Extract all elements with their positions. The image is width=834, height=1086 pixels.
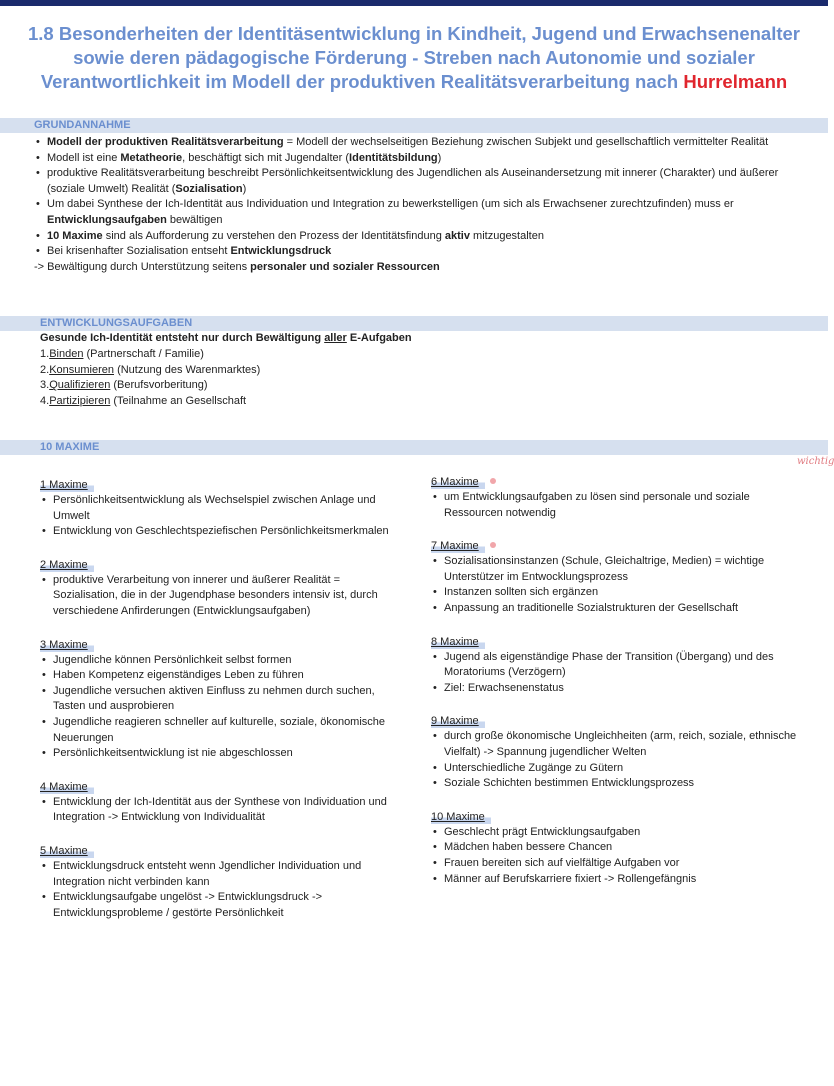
maxime-title: 9 Maxime [431, 714, 485, 728]
maxime-title: 6 Maxime [431, 475, 485, 489]
list-item: • durch große ökonomische Ungleichheiten (arm, reich, soziale, ethnische Vielfalt) -> Spannung jugendlicher Welten [431, 729, 801, 760]
list-item: • Ziel: Erwachsenenstatus [431, 681, 801, 697]
list-item: • Entwicklung von Geschlechtspeziefischen Persönlichkeitsmerkmalen [40, 524, 400, 540]
list-item: • Geschlecht prägt Entwicklungsaufgaben [431, 825, 801, 841]
list-item: • Haben Kompetenz eigenständiges Leben zu führen [40, 668, 400, 684]
maxime-title: 1 Maxime [40, 478, 94, 492]
list-item: • Entwicklungsaufgabe ungelöst -> Entwicklungsdruck -> Entwicklungsprobleme / gestörte Persönlichkeit [40, 890, 400, 921]
list-item: 4.Partizipieren (Teilnahme an Gesellschaft [40, 395, 247, 408]
maxime-10 [431, 807, 801, 887]
title-accent: Hurrelmann [683, 71, 788, 92]
maxime-title: 5 Maxime [40, 844, 94, 858]
maxime-6 [431, 472, 801, 521]
page-title [20, 22, 808, 94]
maxime-5 [40, 841, 400, 921]
list-item: • Modell ist eine Metatheorie, beschäftigt sich mit Jugendalter (Identitätsbildung) [34, 151, 794, 167]
maxime-4 [40, 777, 400, 826]
maxime-column-right [431, 472, 801, 902]
handwritten-note: wichtig [797, 456, 834, 467]
maxime-7 [431, 536, 801, 616]
grundannahme-header: GRUNDANNAHME [34, 119, 131, 131]
maxime-title: 3 Maxime [40, 638, 94, 652]
list-item: • Jugendliche versuchen aktiven Einfluss zu nehmen durch suchen, Tasten und ausprobieren [40, 684, 400, 715]
list-item: • Persönlichkeitsentwicklung als Wechselspiel zwischen Anlage und Umwelt [40, 493, 400, 524]
list-item: • Männer auf Berufskarriere fixiert -> Rollengefängnis [431, 872, 801, 888]
grundannahme-list [34, 135, 794, 260]
title-main: 1.8 Besonderheiten der Identitäsentwicklung in Kindheit, Jugend und Erwachsenenalter sowie deren pädagogische Förderung - Streben nach Autonomie und sozialer Verantwortlichkeit im Modell der produktiven Realitätsverarbeitung nach [27, 23, 800, 92]
maxime-title: 8 Maxime [431, 635, 485, 649]
entwicklungsaufgaben-header: ENTWICKLUNGSAUFGABEN [40, 317, 193, 329]
grundannahme-section [34, 135, 794, 275]
list-item: 1.Binden (Partnerschaft / Familie) [40, 347, 204, 360]
list-item: • Bei krisenhafter Sozialisation entseht Entwicklungsdruck [34, 244, 794, 260]
maxime-3 [40, 635, 400, 762]
grundannahme-conclusion: -> Bewältigung durch Unterstützung seitens personaler und sozialer Ressourcen [34, 260, 440, 273]
list-item: • Jugendliche reagieren schneller auf kulturelle, soziale, ökonomische Neuerungen [40, 715, 400, 746]
maxime-9 [431, 711, 801, 791]
maxime-title: 10 Maxime [431, 810, 491, 824]
list-item: • Instanzen sollten sich ergänzen [431, 585, 801, 601]
list-item: • Sozialisationsinstanzen (Schule, Gleichaltrige, Medien) = wichtige Unterstützer im Entwocklungsprozess [431, 554, 801, 585]
list-item: 2.Konsumieren (Nutzung des Warenmarktes) [40, 363, 261, 376]
entwicklungsaufgaben-section [40, 331, 740, 410]
highlight-dot [490, 542, 496, 548]
maxime-column-left [40, 475, 400, 936]
list-item: • Modell der produktiven Realitätsverarbeitung = Modell der wechselseitigen Beziehung zwischen Subjekt und gesellschaftlich vermittelter Realität [34, 135, 794, 151]
maxime-1 [40, 475, 400, 540]
list-item: 3.Qualifizieren (Berufsvorberitung) [40, 379, 208, 392]
list-item: • Entwicklungsdruck entsteht wenn Jgendlicher Individuation und Integration nicht verbinden kann [40, 859, 400, 890]
list-item: • Persönlichkeitsentwicklung ist nie abgeschlossen [40, 746, 400, 762]
list-item: • Anpassung an traditionelle Sozialstrukturen der Gesellschaft [431, 601, 801, 617]
list-item: • Soziale Schichten bestimmen Entwicklungsprozess [431, 776, 801, 792]
maxime-title: 7 Maxime [431, 539, 485, 553]
list-item: • Jugend als eigenständige Phase der Transition (Übergang) und des Moratoriums (Verzögern) [431, 650, 801, 681]
list-item: • um Entwicklungsaufgaben zu lösen sind personale und soziale Ressourcen notwendig [431, 490, 801, 521]
list-item: • Unterschiedliche Zugänge zu Gütern [431, 761, 801, 777]
list-item: • Frauen bereiten sich auf vielfältige Aufgaben vor [431, 856, 801, 872]
highlight-dot [490, 478, 496, 484]
list-item: • 10 Maxime sind als Aufforderung zu verstehen den Prozess der Identitätsfindung aktiv mitzugestalten [34, 229, 794, 245]
section-header-entwicklungsaufgaben [0, 316, 828, 331]
list-item: • produktive Realitätsverarbeitung beschreibt Persönlichkeitsentwicklung des Jugendlichen als Auseinandersetzung mit innerer (Charakter) und äußerer (soziale Umwelt) Realität (Sozialisation) [34, 166, 794, 197]
maxime-header: 10 MAXIME [40, 441, 100, 453]
list-item: • Jugendliche können Persönlichkeit selbst formen [40, 653, 400, 669]
list-item: • Um dabei Synthese der Ich-Identität aus Individuation und Integration zu bewerkstelligen (um sich als Erwachsener zurechtzufinden) muss er Entwicklungsaufgaben bewältigen [34, 197, 794, 228]
section-header-grundannahme [0, 118, 828, 133]
section-header-maxime [0, 440, 828, 455]
maxime-title: 4 Maxime [40, 780, 94, 794]
entwicklungsaufgaben-lead: Gesunde Ich-Identität entsteht nur durch Bewältigung aller E-Aufgaben [40, 332, 412, 344]
top-bar [0, 0, 828, 6]
list-item: • produktive Verarbeitung von innerer und äußerer Realität = Sozialisation, die in der Jugendphase besonders intensiv ist, durch verschiedene Anfirderungen (Entwicklungsaufgaben) [40, 573, 400, 620]
maxime-title: 2 Maxime [40, 558, 94, 572]
maxime-2 [40, 555, 400, 620]
list-item: • Mädchen haben bessere Chancen [431, 840, 801, 856]
list-item: • Entwicklung der Ich-Identität aus der Synthese von Individuation und Integration -> Entwicklung von Individualität [40, 795, 400, 826]
maxime-8 [431, 632, 801, 697]
